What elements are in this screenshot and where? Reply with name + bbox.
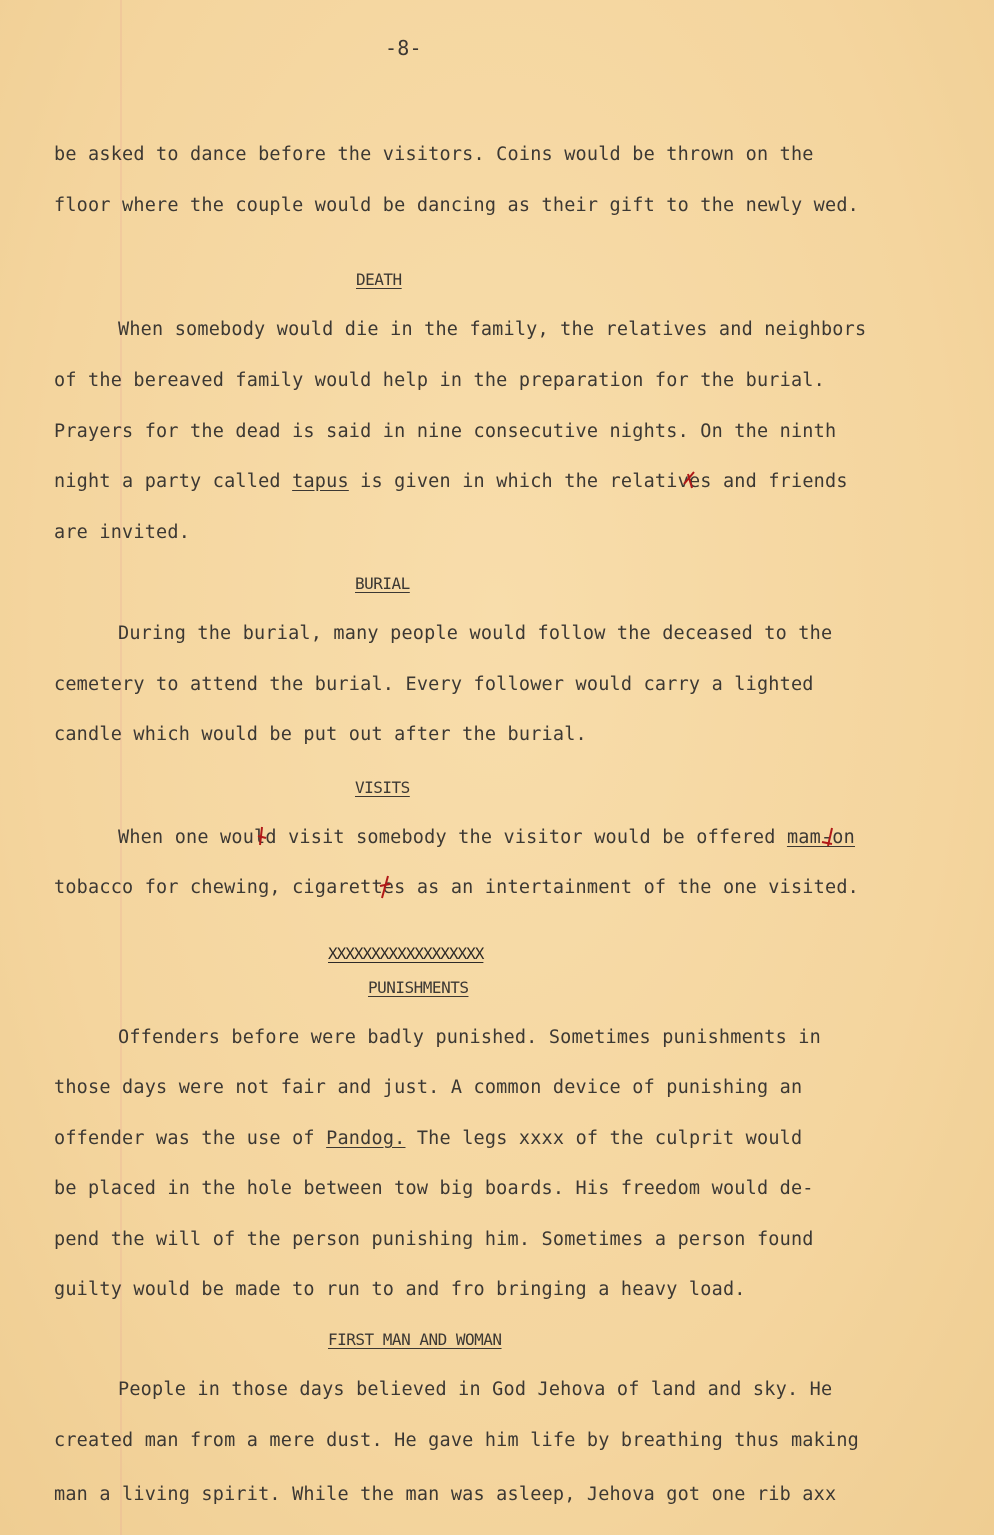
- text-line: be asked to dance before the visitors. Coins would be thrown on the: [54, 144, 814, 165]
- text-run: night a party called: [54, 471, 293, 492]
- correction-mark: [258, 827, 266, 845]
- text-line: During the burial, many people would follow the deceased to the: [118, 623, 833, 644]
- heading-burial: BURIAL: [355, 574, 410, 593]
- term-pandog: Pandog.: [326, 1128, 406, 1149]
- text-line: People in those days believed in God Jehova of land and sky. He: [118, 1379, 833, 1400]
- text-line: man a living spirit. While the man was asleep, Jehova got one rib axx: [54, 1484, 837, 1505]
- text-line: be placed in the hole between tow big boards. His freedom would de-: [54, 1178, 814, 1199]
- text-run: The legs xxxx of the culprit would: [405, 1128, 803, 1149]
- text-line: When somebody would die in the family, the relatives and neighbors: [118, 319, 867, 340]
- text-line: candle which would be put out after the burial.: [54, 724, 587, 745]
- text-line: guilty would be made to run to and fro bringing a heavy load.: [54, 1279, 746, 1300]
- text-run: is given in which the relatives and friends: [348, 471, 848, 492]
- correction-mark: [822, 828, 832, 846]
- heading-visits: VISITS: [355, 778, 410, 797]
- page-number: -8-: [385, 36, 422, 60]
- text-run: When one would visit somebody the visitor would be offered: [118, 827, 787, 848]
- text-line: Offenders before were badly punished. Sometimes punishments in: [118, 1027, 821, 1048]
- struck-out-line: XXXXXXXXXXXXXXXXXX: [328, 944, 484, 963]
- text-line: of the bereaved family would help in the preparation for the burial.: [54, 370, 825, 391]
- text-line: pend the will of the person punishing him. Sometimes a person found: [54, 1229, 814, 1250]
- correction-mark: [380, 876, 390, 898]
- heading-death: DEATH: [356, 270, 402, 289]
- text-line: Prayers for the dead is said in nine consecutive nights. On the ninth: [54, 421, 837, 442]
- text-line: tobacco for chewing, cigarettes as an intertainment of the one visited.: [54, 877, 859, 898]
- text-line: cemetery to attend the burial. Every follower would carry a lighted: [54, 674, 814, 695]
- text-line: those days were not fair and just. A common device of punishing an: [54, 1077, 803, 1098]
- term-tapus: tapus: [292, 471, 349, 492]
- heading-first-man-and-woman: FIRST MAN AND WOMAN: [328, 1330, 502, 1349]
- text-line: are invited.: [54, 522, 191, 543]
- text-line: floor where the couple would be dancing as their gift to the newly wed.: [54, 195, 859, 216]
- correction-mark: [684, 472, 694, 488]
- text-run: offender was the use of: [54, 1128, 327, 1149]
- text-line: created man from a mere dust. He gave him life by breathing thus making: [54, 1430, 859, 1451]
- heading-punishments: PUNISHMENTS: [368, 978, 469, 997]
- term-mam-on: mam-on: [786, 827, 855, 848]
